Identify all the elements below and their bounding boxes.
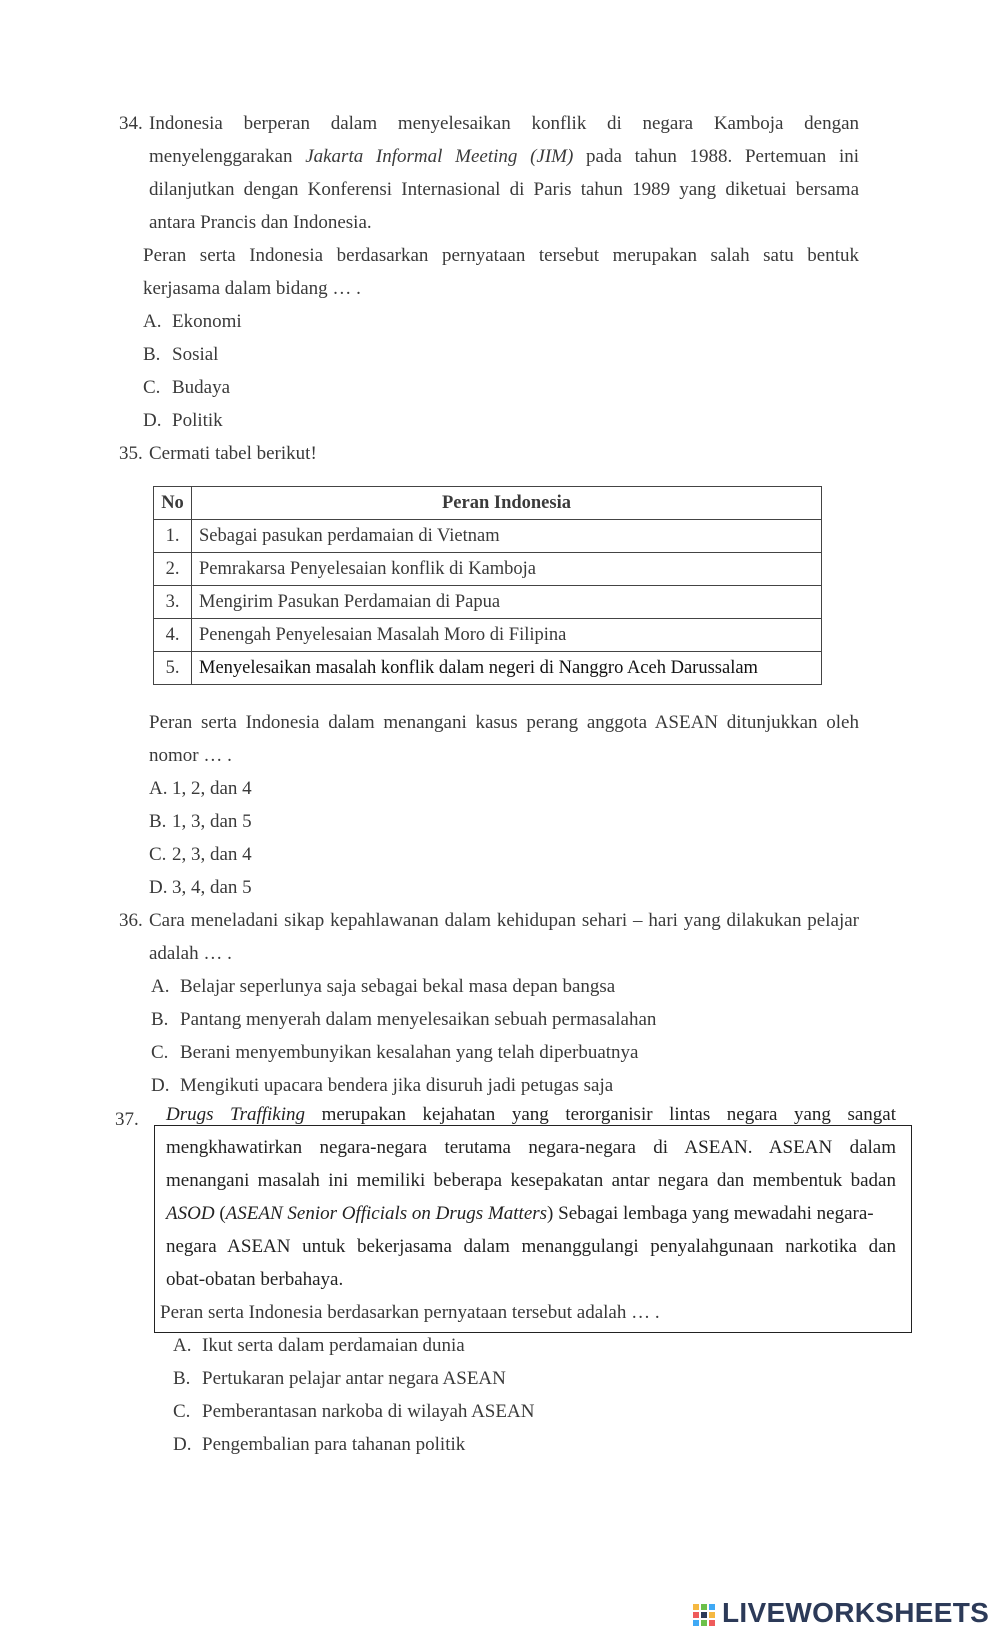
role-table xyxy=(153,486,822,685)
question-prompt-line: kerjasama dalam bidang … . xyxy=(143,278,361,299)
question-text-line: menyelenggarakan Jakarta Informal Meeting (JIM) pada tahun 1988. Pertemuan ini xyxy=(149,146,859,167)
option-text: 3, 4, dan 5 xyxy=(172,877,252,898)
option-letter: D. xyxy=(143,410,162,431)
option-letter: D. xyxy=(173,1434,192,1455)
logo-square xyxy=(709,1604,715,1610)
option-letter: C. xyxy=(149,844,167,865)
question-prompt-line: Peran serta Indonesia berdasarkan pernyataan tersebut adalah … . xyxy=(160,1302,660,1323)
option-text: 1, 2, dan 4 xyxy=(172,778,252,799)
row-number: 2. xyxy=(154,553,192,586)
table-row xyxy=(154,586,822,619)
question-text-line: Indonesia berperan dalam menyelesaikan konflik di negara Kamboja dengan xyxy=(149,113,860,134)
option-text: Sosial xyxy=(172,344,219,365)
passage-line: negara ASEAN untuk bekerjasama dalam menanggulangi penyalahgunaan narkotika dan xyxy=(166,1236,896,1257)
column-header-role: Peran Indonesia xyxy=(192,487,822,520)
option-text: Politik xyxy=(172,410,223,431)
row-text: Penengah Penyelesaian Masalah Moro di Filipina xyxy=(192,619,822,652)
option-letter: C. xyxy=(173,1401,191,1422)
question-text-line: dilanjutkan dengan Konferensi Internasional di Paris tahun 1989 yang diketuai bersama xyxy=(149,179,859,200)
row-text: Menyelesaikan masalah konflik dalam negeri di Nanggro Aceh Darussalam xyxy=(192,652,822,685)
row-number: 5. xyxy=(154,652,192,685)
passage-line: mengkhawatirkan negara-negara terutama negara-negara di ASEAN. ASEAN dalam xyxy=(166,1137,896,1158)
question-text-line: antara Prancis dan Indonesia. xyxy=(149,212,372,233)
liveworksheets-logo-icon xyxy=(693,1604,715,1626)
option-letter: B. xyxy=(149,811,167,832)
row-number: 3. xyxy=(154,586,192,619)
row-text: Sebagai pasukan perdamaian di Vietnam xyxy=(192,520,822,553)
option-text: Pantang menyerah dalam menyelesaikan sebuah permasalahan xyxy=(180,1009,657,1030)
question-prompt-line: Peran serta Indonesia berdasarkan pernyataan tersebut merupakan salah satu bentuk xyxy=(143,245,859,266)
question-number: 35. xyxy=(119,443,143,464)
row-text: Pemrakarsa Penyelesaian konflik di Kamboja xyxy=(192,553,822,586)
question-prompt-line: nomor … . xyxy=(149,745,232,766)
passage-line: menangani masalah ini memiliki beberapa kesepakatan antar negara dan membentuk badan xyxy=(166,1170,896,1191)
logo-square xyxy=(701,1620,707,1626)
option-letter: B. xyxy=(143,344,161,365)
passage-line: Drugs Traffiking merupakan kejahatan yang terorganisir lintas negara yang sangat xyxy=(166,1104,896,1125)
option-text: 2, 3, dan 4 xyxy=(172,844,252,865)
option-letter: D. xyxy=(151,1075,170,1096)
question-number: 37. xyxy=(115,1109,139,1130)
option-text: Pertukaran pelajar antar negara ASEAN xyxy=(202,1368,506,1389)
table-row xyxy=(154,520,822,553)
question-intro: Cermati tabel berikut! xyxy=(149,443,317,464)
question-prompt-line: Peran serta Indonesia dalam menangani kasus perang anggota ASEAN ditunjukkan oleh xyxy=(149,712,859,733)
row-number: 4. xyxy=(154,619,192,652)
option-letter: A. xyxy=(173,1335,192,1356)
option-text: Belajar seperlunya saja sebagai bekal masa depan bangsa xyxy=(180,976,616,997)
logo-square xyxy=(693,1620,699,1626)
option-letter: D. xyxy=(149,877,168,898)
liveworksheets-brand-text[interactable]: LIVEWORKSHEETS xyxy=(722,1597,990,1628)
table-row xyxy=(154,553,822,586)
row-number: 1. xyxy=(154,520,192,553)
option-letter: B. xyxy=(173,1368,191,1389)
option-text: Pengembalian para tahanan politik xyxy=(202,1434,466,1455)
option-letter: A. xyxy=(143,311,162,332)
row-text: Mengirim Pasukan Perdamaian di Papua xyxy=(192,586,822,619)
question-text-line: Cara meneladani sikap kepahlawanan dalam kehidupan sehari – hari yang dilakukan pelajar xyxy=(149,910,859,931)
option-letter: B. xyxy=(151,1009,169,1030)
option-text: Berani menyembunyikan kesalahan yang telah diperbuatnya xyxy=(180,1042,639,1063)
table-row xyxy=(154,652,822,685)
option-text: Mengikuti upacara bendera jika disuruh jadi petugas saja xyxy=(180,1075,614,1096)
option-text: Budaya xyxy=(172,377,231,398)
option-text: 1, 3, dan 5 xyxy=(172,811,252,832)
option-letter: A. xyxy=(149,778,168,799)
option-letter: A. xyxy=(151,976,170,997)
option-text: Ekonomi xyxy=(172,311,242,332)
passage-line: obat-obatan berbahaya. xyxy=(166,1269,344,1290)
logo-square xyxy=(693,1612,699,1618)
option-letter: C. xyxy=(151,1042,169,1063)
question-number: 34. xyxy=(119,113,143,134)
option-text: Ikut serta dalam perdamaian dunia xyxy=(202,1335,465,1356)
logo-square xyxy=(701,1612,707,1618)
logo-square xyxy=(693,1604,699,1610)
question-number: 36. xyxy=(119,910,143,931)
logo-square xyxy=(709,1620,715,1626)
logo-square xyxy=(701,1604,707,1610)
question-text-line: adalah … . xyxy=(149,943,232,964)
table-row xyxy=(154,619,822,652)
column-header-no: No xyxy=(154,487,192,520)
option-letter: C. xyxy=(143,377,161,398)
logo-square xyxy=(709,1612,715,1618)
option-text: Pemberantasan narkoba di wilayah ASEAN xyxy=(202,1401,535,1422)
passage-line: ASOD (ASEAN Senior Officials on Drugs Matters) Sebagai lembaga yang mewadahi negara- xyxy=(166,1203,874,1224)
table-header-row xyxy=(154,487,822,520)
